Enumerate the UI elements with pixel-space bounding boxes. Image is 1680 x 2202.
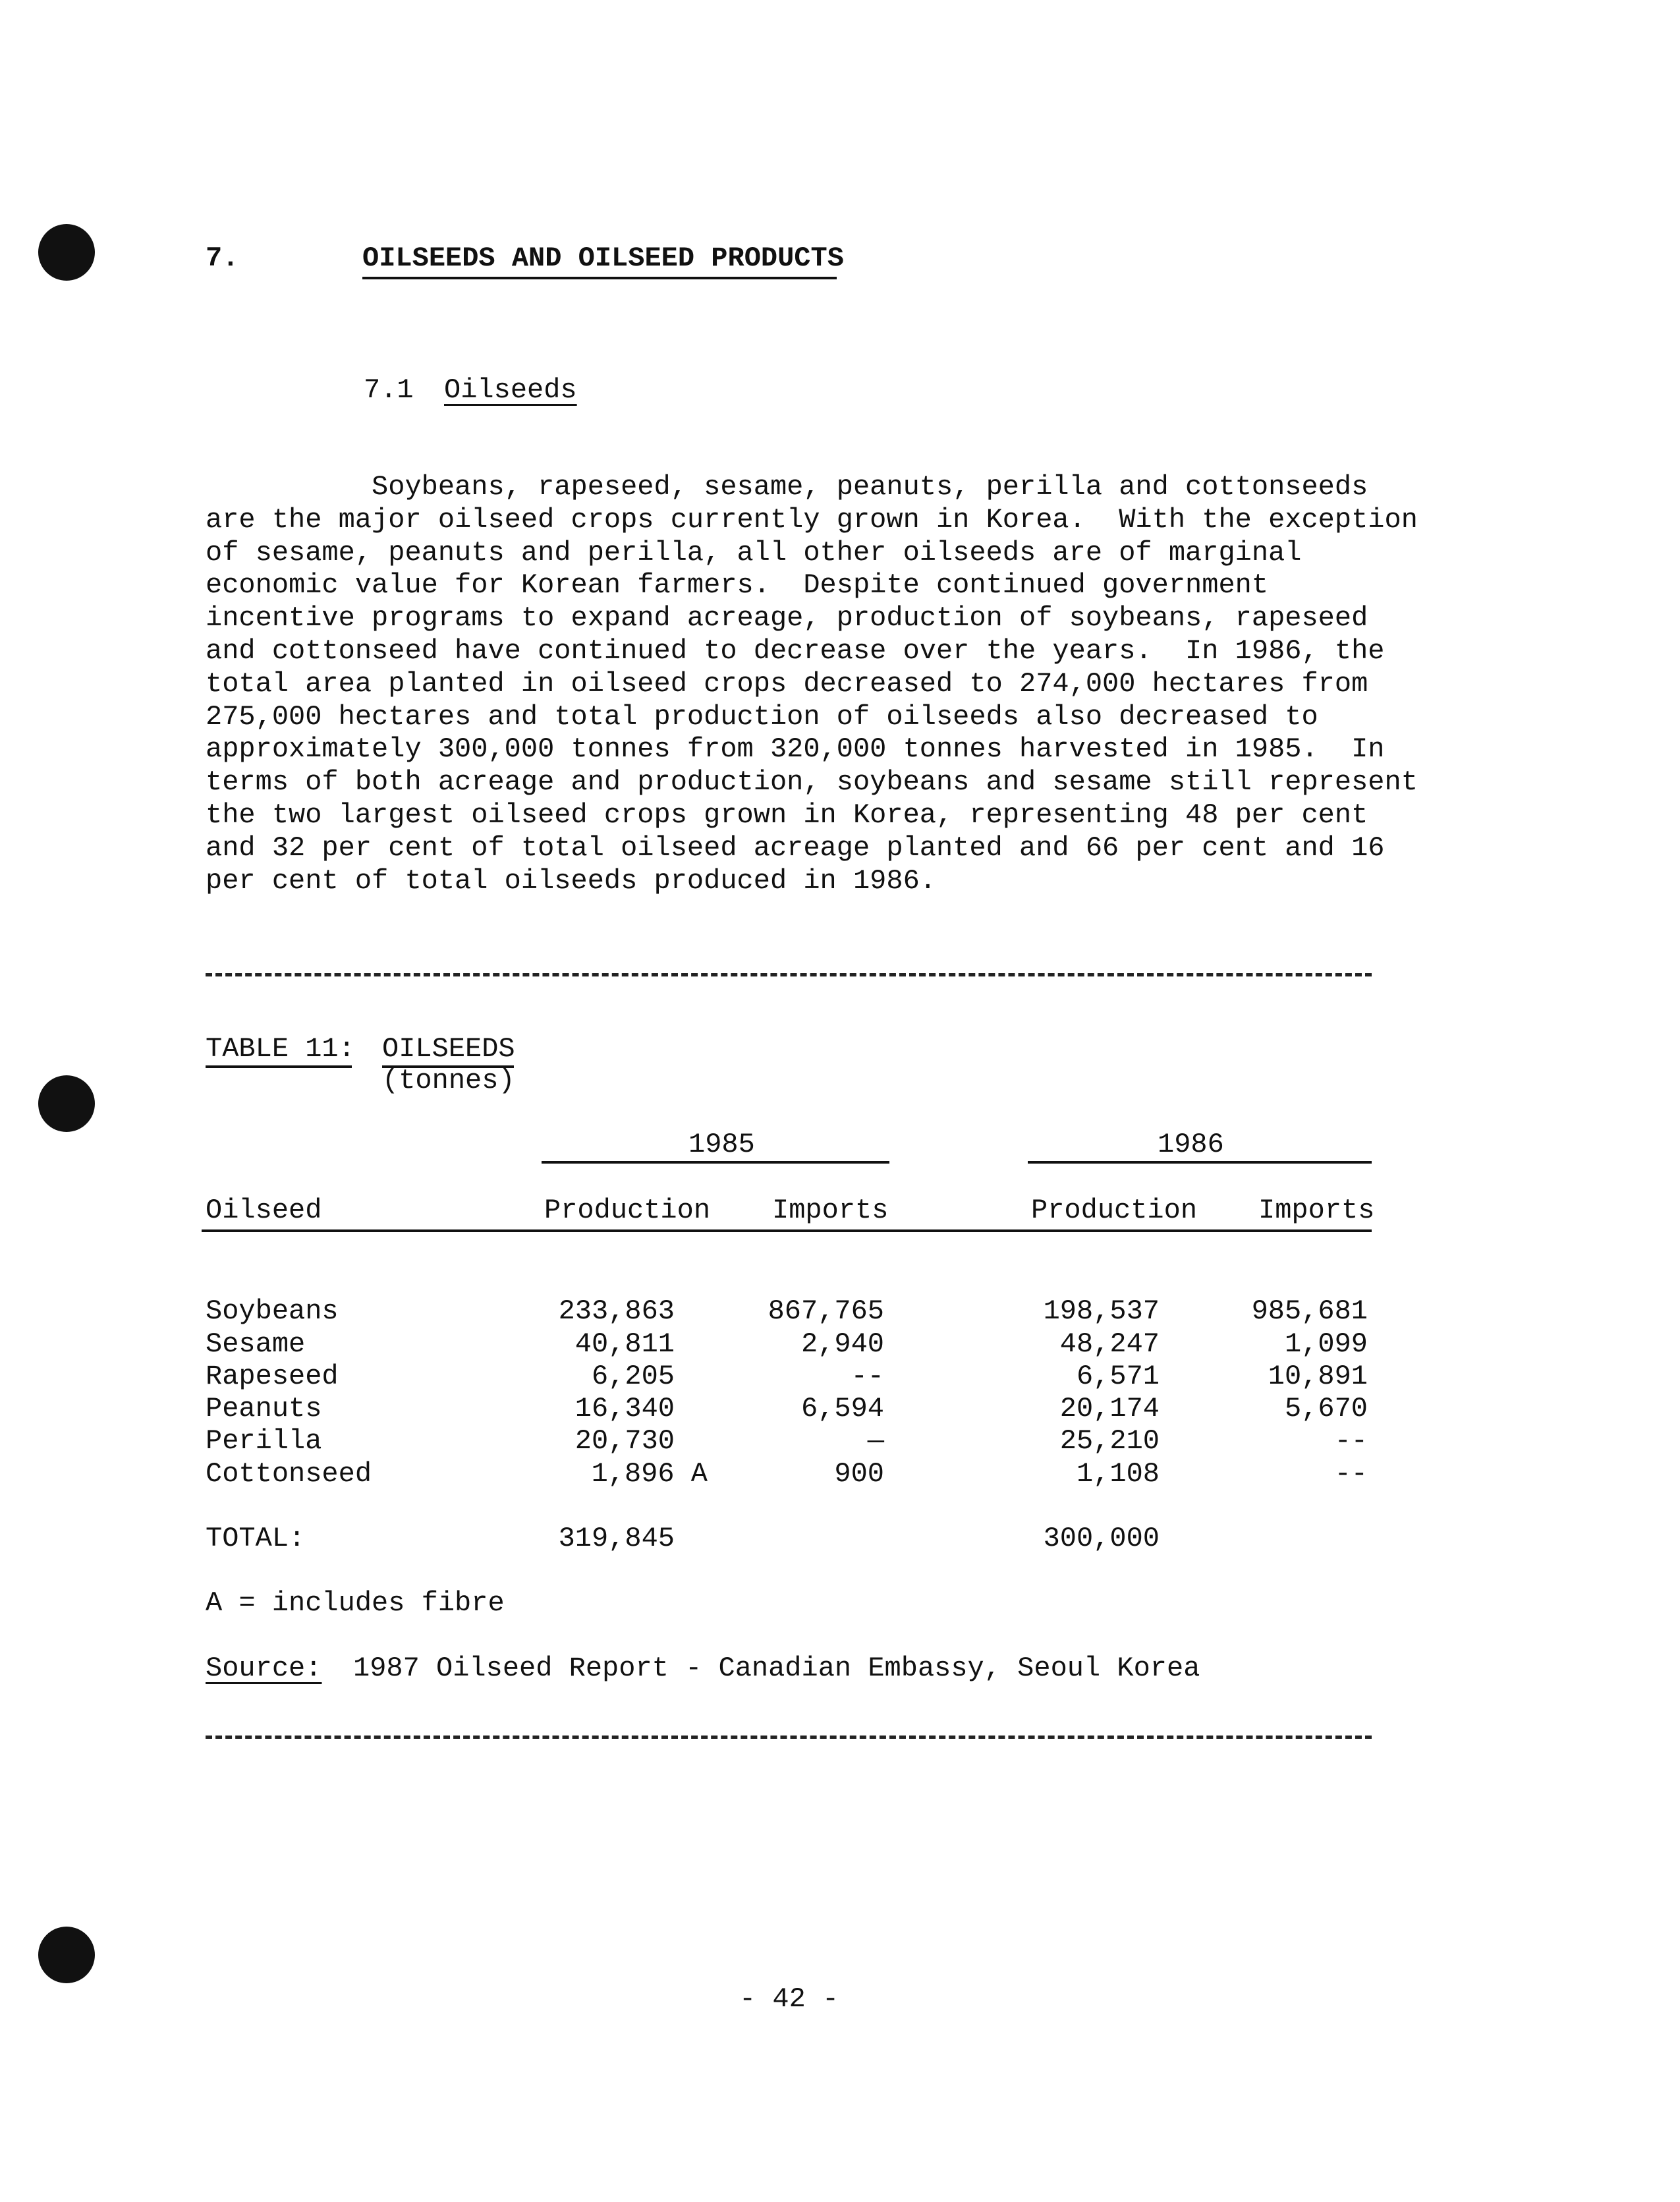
table-top-divider — [206, 973, 1372, 976]
imports-1985: 6,594 — [800, 1393, 884, 1425]
subsection-number: 7.1 — [364, 374, 414, 406]
imports-1986: 5,670 — [1284, 1393, 1368, 1425]
oilseed-name: Sesame — [206, 1328, 306, 1360]
production-1986: 48,247 — [1059, 1328, 1160, 1360]
column-header-imports-1985: Imports — [772, 1195, 889, 1226]
year-1986-header: 1986 — [1158, 1129, 1224, 1160]
oilseed-name: Soybeans — [206, 1295, 339, 1327]
table-unit: (tonnes) — [382, 1065, 515, 1096]
year-1985-rule — [542, 1161, 889, 1164]
imports-1985: 900 — [834, 1458, 884, 1490]
paragraph-line: Soybeans, rapeseed, sesame, peanuts, perilla and cottonseeds — [206, 471, 1368, 503]
punch-hole-middle — [38, 1075, 95, 1132]
production-1986: 6,571 — [1076, 1361, 1160, 1392]
imports-1986: -- — [1334, 1458, 1368, 1490]
paragraph-line: of sesame, peanuts and perilla, all other oilseeds are of marginal — [206, 536, 1302, 569]
total-production-1986: 300,000 — [1043, 1523, 1160, 1554]
section-title-underline — [362, 277, 837, 279]
imports-1986: -- — [1334, 1425, 1368, 1457]
column-header-rule — [202, 1229, 1372, 1232]
imports-1986: 985,681 — [1251, 1295, 1368, 1327]
source-label: Source: — [206, 1652, 322, 1684]
body-paragraph — [206, 471, 1457, 897]
total-label: TOTAL: — [206, 1523, 306, 1554]
imports-1986: 1,099 — [1284, 1328, 1368, 1360]
imports-1985: -- — [851, 1361, 884, 1392]
imports-1985: 2,940 — [800, 1328, 884, 1360]
production-1985: 40,811 — [574, 1328, 675, 1360]
production-1985: 20,730 — [574, 1425, 675, 1457]
table-footnote: A = includes fibre — [206, 1587, 505, 1619]
imports-1985: 867,765 — [768, 1295, 884, 1327]
oilseed-name: Peanuts — [206, 1393, 322, 1425]
oilseed-name: Cottonseed — [206, 1458, 372, 1490]
paragraph-line: and cottonseed have continued to decrease over the years. In 1986, the — [206, 635, 1385, 667]
table-label-underline — [206, 1065, 352, 1068]
paragraph-line: per cent of total oilseeds produced in 1986. — [206, 864, 936, 897]
column-header-production-1985: Production — [544, 1195, 711, 1226]
oilseed-name: Rapeseed — [206, 1361, 339, 1392]
production-1986: 1,108 — [1076, 1458, 1160, 1490]
imports-1985: — — [867, 1425, 884, 1457]
paragraph-line: economic value for Korean farmers. Despite continued government — [206, 569, 1269, 602]
subsection-title: Oilseeds — [444, 374, 577, 406]
year-1986-rule — [1028, 1161, 1372, 1164]
production-1985: 16,340 — [574, 1393, 675, 1425]
table-title-underline — [382, 1065, 514, 1068]
paragraph-line: 275,000 hectares and total production of oilseeds also decreased to — [206, 700, 1318, 733]
column-header-production-1986: Production — [1031, 1195, 1198, 1226]
imports-1986: 10,891 — [1268, 1361, 1368, 1392]
production-1985: 233,863 — [558, 1295, 675, 1327]
paragraph-line: incentive programs to expand acreage, production of soybeans, rapeseed — [206, 602, 1368, 635]
production-1986: 25,210 — [1059, 1425, 1160, 1457]
paragraph-line: and 32 per cent of total oilseed acreage planted and 66 per cent and 16 — [206, 832, 1385, 864]
oilseed-name: Perilla — [206, 1425, 322, 1457]
total-production-1985: 319,845 — [558, 1523, 675, 1554]
paragraph-line: approximately 300,000 tonnes from 320,000 tonnes harvested in 1985. In — [206, 733, 1385, 766]
section-number: 7. — [206, 242, 239, 274]
table-bottom-divider — [206, 1736, 1372, 1739]
source-text: 1987 Oilseed Report - Canadian Embassy, Seoul Korea — [353, 1652, 1200, 1684]
paragraph-line: the two largest oilseed crops grown in Korea, representing 48 per cent — [206, 799, 1368, 831]
page-number: - 42 - — [739, 1983, 839, 2015]
punch-hole-top — [38, 224, 95, 281]
production-1985: 1,896 A — [591, 1458, 708, 1490]
production-1986: 20,174 — [1059, 1393, 1160, 1425]
section-title: OILSEEDS AND OILSEED PRODUCTS — [362, 242, 844, 274]
punch-hole-bottom — [38, 1927, 95, 1983]
table-title: OILSEEDS — [382, 1033, 515, 1065]
table-label: TABLE 11: — [206, 1033, 355, 1065]
paragraph-line: total area planted in oilseed crops decreased to 274,000 hectares from — [206, 667, 1368, 700]
paragraph-line: terms of both acreage and production, soybeans and sesame still represent — [206, 766, 1418, 799]
year-1985-header: 1985 — [688, 1129, 755, 1160]
column-header-imports-1986: Imports — [1258, 1195, 1375, 1226]
production-1986: 198,537 — [1043, 1295, 1160, 1327]
production-1985: 6,205 — [591, 1361, 675, 1392]
column-header-oilseed: Oilseed — [206, 1195, 322, 1226]
paragraph-line: are the major oilseed crops currently grown in Korea. With the exception — [206, 503, 1418, 536]
